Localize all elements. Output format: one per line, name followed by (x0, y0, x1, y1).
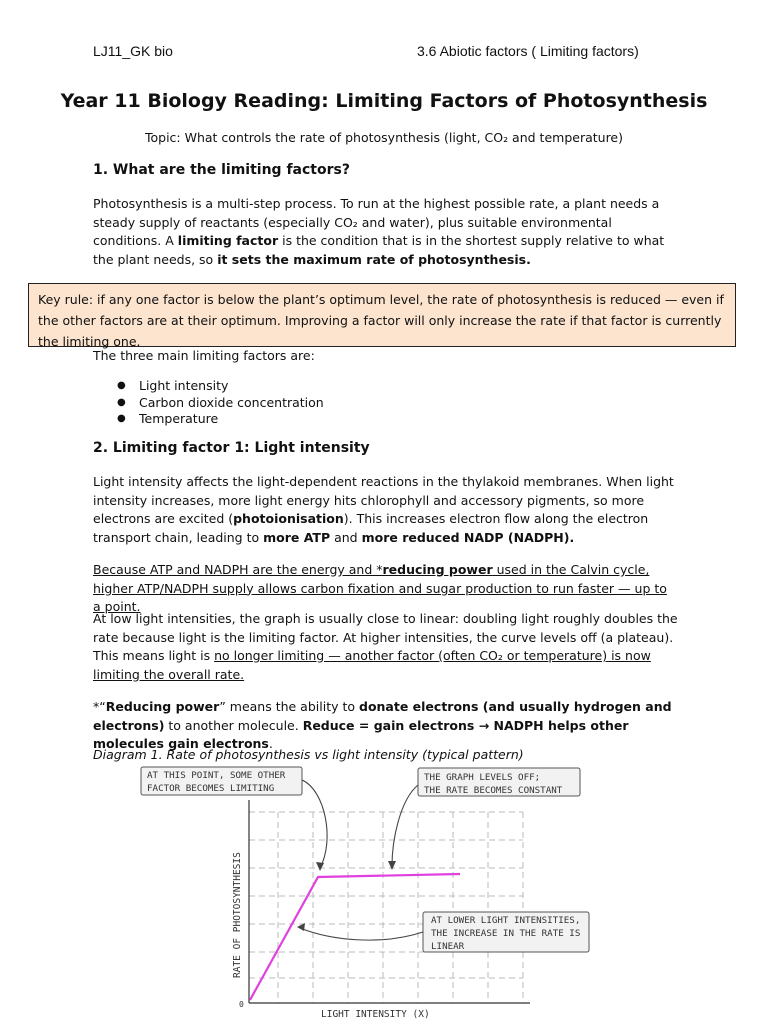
header-unit-title: 3.6 Abiotic factors ( Limiting factors) (417, 43, 639, 59)
section2-paragraph-3: At low light intensities, the graph is usually close to linear: doubling light roughly doubles the rate because light is the limiting factor. At higher intensities, the curve levels off (a plateau). This means light is no longer limiting — another factor (often CO₂ or temperature) is now limiting the overall rate. (93, 611, 678, 682)
callout-limiting-line1: AT THIS POINT, SOME OTHER (147, 770, 286, 781)
diagram-grid (249, 812, 523, 1003)
list-item: ● Carbon dioxide concentration (117, 395, 324, 412)
diagram-caption: Diagram 1. Rate of photosynthesis vs light intensity (typical pattern) (93, 747, 524, 762)
section2-paragraph-1: Light intensity affects the light-dependent reactions in the thylakoid membranes. When light intensity increases, more light energy hits chlorophyll and accessory pigments, so more electrons are excited (photoionisation). This increases electron flow along the electron transport chain, leading to more ATP and more reduced NADP (NADPH). (93, 474, 674, 545)
arrowhead-plateau (388, 861, 396, 870)
callout-plateau-line2: THE RATE BECOMES CONSTANT (424, 785, 563, 796)
list-item: ● Temperature (117, 411, 324, 428)
section1-heading: 1. What are the limiting factors? (93, 162, 350, 178)
section2-heading: 2. Limiting factor 1: Light intensity (93, 440, 370, 456)
page-title: Year 11 Biology Reading: Limiting Factors of Photosynthesis (60, 90, 708, 112)
header-course-code: LJ11_GK bio (93, 43, 173, 59)
key-rule-box: Key rule: if any one factor is below the plant’s optimum level, the rate of photosynthesis is reduced — even if the other factors are at their optimum. Improving a factor will only increase the rate if that factor is currently the limiting one. (28, 283, 736, 347)
topic-line: Topic: What controls the rate of photosynthesis (light, CO₂ and temperature) (144, 130, 623, 145)
callout-linear-line1: AT LOWER LIGHT INTENSITIES, (431, 915, 581, 926)
arrowhead-limiting (316, 862, 324, 871)
x-axis-label: LIGHT INTENSITY (X) (321, 1009, 430, 1020)
section1-paragraph: Photosynthesis is a multi-step process. To run at the highest possible rate, a plant needs a steady supply of reactants (especially CO₂ and water), plus suitable environmental conditions. A limiting factor is the condition that is in the shortest supply relative to what the plant needs, so it sets the maximum rate of photosynthesis. (93, 196, 665, 267)
arrow-plateau (392, 785, 418, 866)
section2-paragraph-4: *“Reducing power” means the ability to donate electrons (and usually hydrogen and electrons) to another molecule. Reduce = gain electrons → NADPH helps other molecules gain electrons. (93, 699, 672, 751)
callout-linear-line2: THE INCREASE IN THE RATE IS (431, 928, 581, 939)
list-item: ● Light intensity (117, 378, 324, 395)
list-intro: The three main limiting factors are: (93, 348, 315, 363)
arrow-linear (300, 928, 423, 940)
callout-plateau-line1: THE GRAPH LEVELS OFF; (424, 772, 541, 783)
callout-limiting-line2: FACTOR BECOMES LIMITING (147, 783, 275, 794)
y-axis-label: RATE OF PHOTOSYNTHESIS (232, 852, 243, 978)
arrow-limiting (302, 780, 327, 868)
callout-linear-line3: LINEAR (431, 941, 465, 952)
origin-label: 0 (239, 1000, 244, 1009)
section2-paragraph-2: Because ATP and NADPH are the energy and *reducing power used in the Calvin cycle, higher ATP/NADPH supply allows carbon fixation and sugar production to run faster — up to a point. (93, 562, 667, 614)
